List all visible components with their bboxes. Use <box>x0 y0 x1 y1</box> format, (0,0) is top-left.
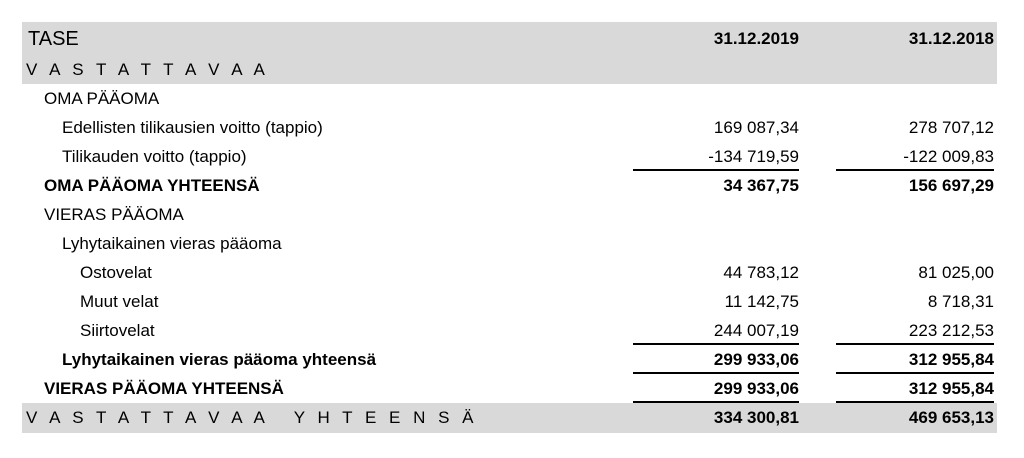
row-label: Lyhytaikainen vieras pääoma yhteensä <box>62 350 377 369</box>
table-row-subtotal <box>22 171 997 200</box>
table-row <box>22 142 997 171</box>
row-value-2019: 44 783,12 <box>723 263 799 282</box>
table-row <box>22 258 997 287</box>
row-value-2018: 156 697,29 <box>908 176 994 195</box>
table-row-subtotal <box>22 374 997 403</box>
grand-total-row <box>22 403 997 433</box>
row-label: Siirtovelat <box>80 321 155 340</box>
balance-sheet <box>22 22 997 433</box>
section-header <box>22 56 997 84</box>
table-row <box>22 84 997 113</box>
row-value-2018: 81 025,00 <box>918 263 994 282</box>
grand-total-2018: 469 653,13 <box>908 408 994 427</box>
table-row <box>22 113 997 142</box>
row-label: Ostovelat <box>80 263 152 282</box>
row-value-2018: 312 955,84 <box>836 374 994 403</box>
row-value-2018: 8 718,31 <box>927 292 994 311</box>
row-value-2019: -134 719,59 <box>633 142 799 171</box>
row-label: VIERAS PÄÄOMA YHTEENSÄ <box>44 379 284 398</box>
row-value-2018: 312 955,84 <box>836 345 994 374</box>
row-label: OMA PÄÄOMA YHTEENSÄ <box>44 176 260 195</box>
row-label: VIERAS PÄÄOMA <box>44 205 184 224</box>
row-label: Muut velat <box>80 292 159 311</box>
column-header-2019: 31.12.2019 <box>713 29 799 48</box>
row-value-2019: 244 007,19 <box>633 316 799 345</box>
row-value-2019: 11 142,75 <box>724 292 799 311</box>
row-label: Edellisten tilikausien voitto (tappio) <box>62 118 323 137</box>
row-value-2019: 299 933,06 <box>633 345 799 374</box>
row-value-2018: 278 707,12 <box>908 118 994 137</box>
row-label: Lyhytaikainen vieras pääoma <box>62 234 282 253</box>
row-value-2018: -122 009,83 <box>836 142 994 171</box>
table-row <box>22 200 997 229</box>
row-label: OMA PÄÄOMA <box>44 89 160 108</box>
row-label: Tilikauden voitto (tappio) <box>62 147 247 166</box>
row-value-2019: 169 087,34 <box>713 118 799 137</box>
row-value-2019: 34 367,75 <box>723 176 799 195</box>
table-row-subtotal <box>22 345 997 374</box>
table-title: TASE <box>28 28 79 50</box>
grand-total-2019: 334 300,81 <box>713 408 799 427</box>
table-row <box>22 287 997 316</box>
row-value-2018: 223 212,53 <box>836 316 994 345</box>
grand-total-label: V A S T A T T A V A A Y H T E E N S Ä <box>26 408 478 427</box>
table-header <box>22 22 997 56</box>
row-value-2019: 299 933,06 <box>633 374 799 403</box>
section-title: V A S T A T T A V A A <box>26 60 269 79</box>
table-row <box>22 316 997 345</box>
column-header-2018: 31.12.2018 <box>908 29 994 48</box>
table-row <box>22 229 997 258</box>
